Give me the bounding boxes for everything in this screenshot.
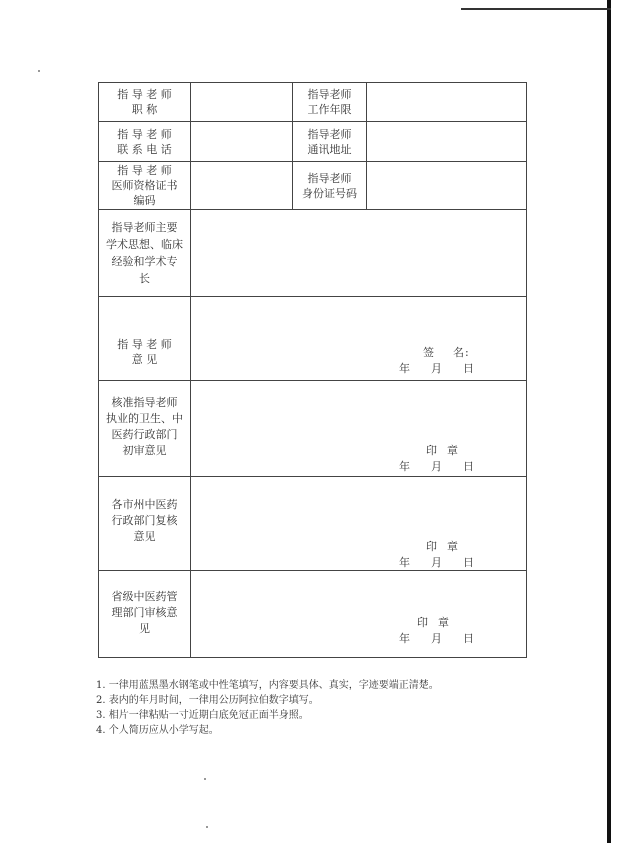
city-review-field[interactable]	[191, 477, 527, 571]
signature-label: 签 名:	[423, 346, 470, 359]
table-row	[99, 162, 527, 210]
stamp-label: 印 章	[426, 444, 459, 457]
work-years-field[interactable]	[367, 83, 527, 122]
scan-edge-top	[461, 8, 611, 10]
province-review-field[interactable]	[191, 571, 527, 658]
table-row	[99, 381, 527, 477]
field-label: 核准指导老师 执业的卫生、中 医药行政部门 初审意见	[99, 381, 191, 477]
teacher-opinion-field[interactable]	[191, 297, 527, 381]
field-label: 指 导 老 师 职 称	[99, 83, 191, 122]
table-row	[99, 122, 527, 162]
field-label: 省级中医药管 理部门审核意 见	[99, 571, 191, 658]
stamp-label: 印 章	[426, 540, 459, 553]
table-row	[99, 571, 527, 658]
initial-review-field[interactable]	[191, 381, 527, 477]
certificate-number-field[interactable]	[191, 162, 293, 210]
academic-expertise-field[interactable]	[191, 210, 527, 297]
field-label: 指导老师 工作年限	[293, 83, 367, 122]
date-label: 年 月 日	[399, 556, 474, 569]
table-row	[99, 297, 527, 381]
phone-field[interactable]	[191, 122, 293, 162]
address-field[interactable]	[367, 122, 527, 162]
application-form-table	[98, 82, 527, 658]
table-row	[99, 83, 527, 122]
scan-speck	[206, 826, 208, 828]
note-item: 1. 一律用蓝黑墨水钢笔或中性笔填写，内容要具体、真实，字迹要端正清楚。	[96, 680, 439, 691]
instructions-notes	[96, 678, 526, 738]
table-row	[99, 210, 527, 297]
date-label: 年 月 日	[399, 362, 474, 375]
note-item: 4. 个人简历应从小学写起。	[96, 725, 219, 736]
field-label: 指导老师 身份证号码	[293, 162, 367, 210]
field-label: 指导老师主要 学术思想、临床 经验和学术专 长	[99, 210, 191, 297]
id-number-field[interactable]	[367, 162, 527, 210]
field-label: 各市州中医药 行政部门复核 意见	[99, 477, 191, 571]
date-label: 年 月 日	[399, 460, 474, 473]
date-label: 年 月 日	[399, 632, 474, 645]
field-label: 指 导 老 师 联 系 电 话	[99, 122, 191, 162]
scan-speck	[204, 778, 206, 780]
title-field[interactable]	[191, 83, 293, 122]
scan-speck	[38, 70, 40, 72]
field-label: 指导老师 通讯地址	[293, 122, 367, 162]
stamp-label: 印 章	[417, 616, 450, 629]
scan-edge	[607, 0, 611, 843]
note-item: 3. 相片一律粘贴一寸近期白底免冠正面半身照。	[96, 710, 309, 721]
note-item: 2. 表内的年月时间，一律用公历阿拉伯数字填写。	[96, 695, 319, 706]
field-label: 指 导 老 师 意 见	[99, 297, 191, 381]
field-label: 指 导 老 师 医师资格证书 编码	[99, 162, 191, 210]
table-row	[99, 477, 527, 571]
